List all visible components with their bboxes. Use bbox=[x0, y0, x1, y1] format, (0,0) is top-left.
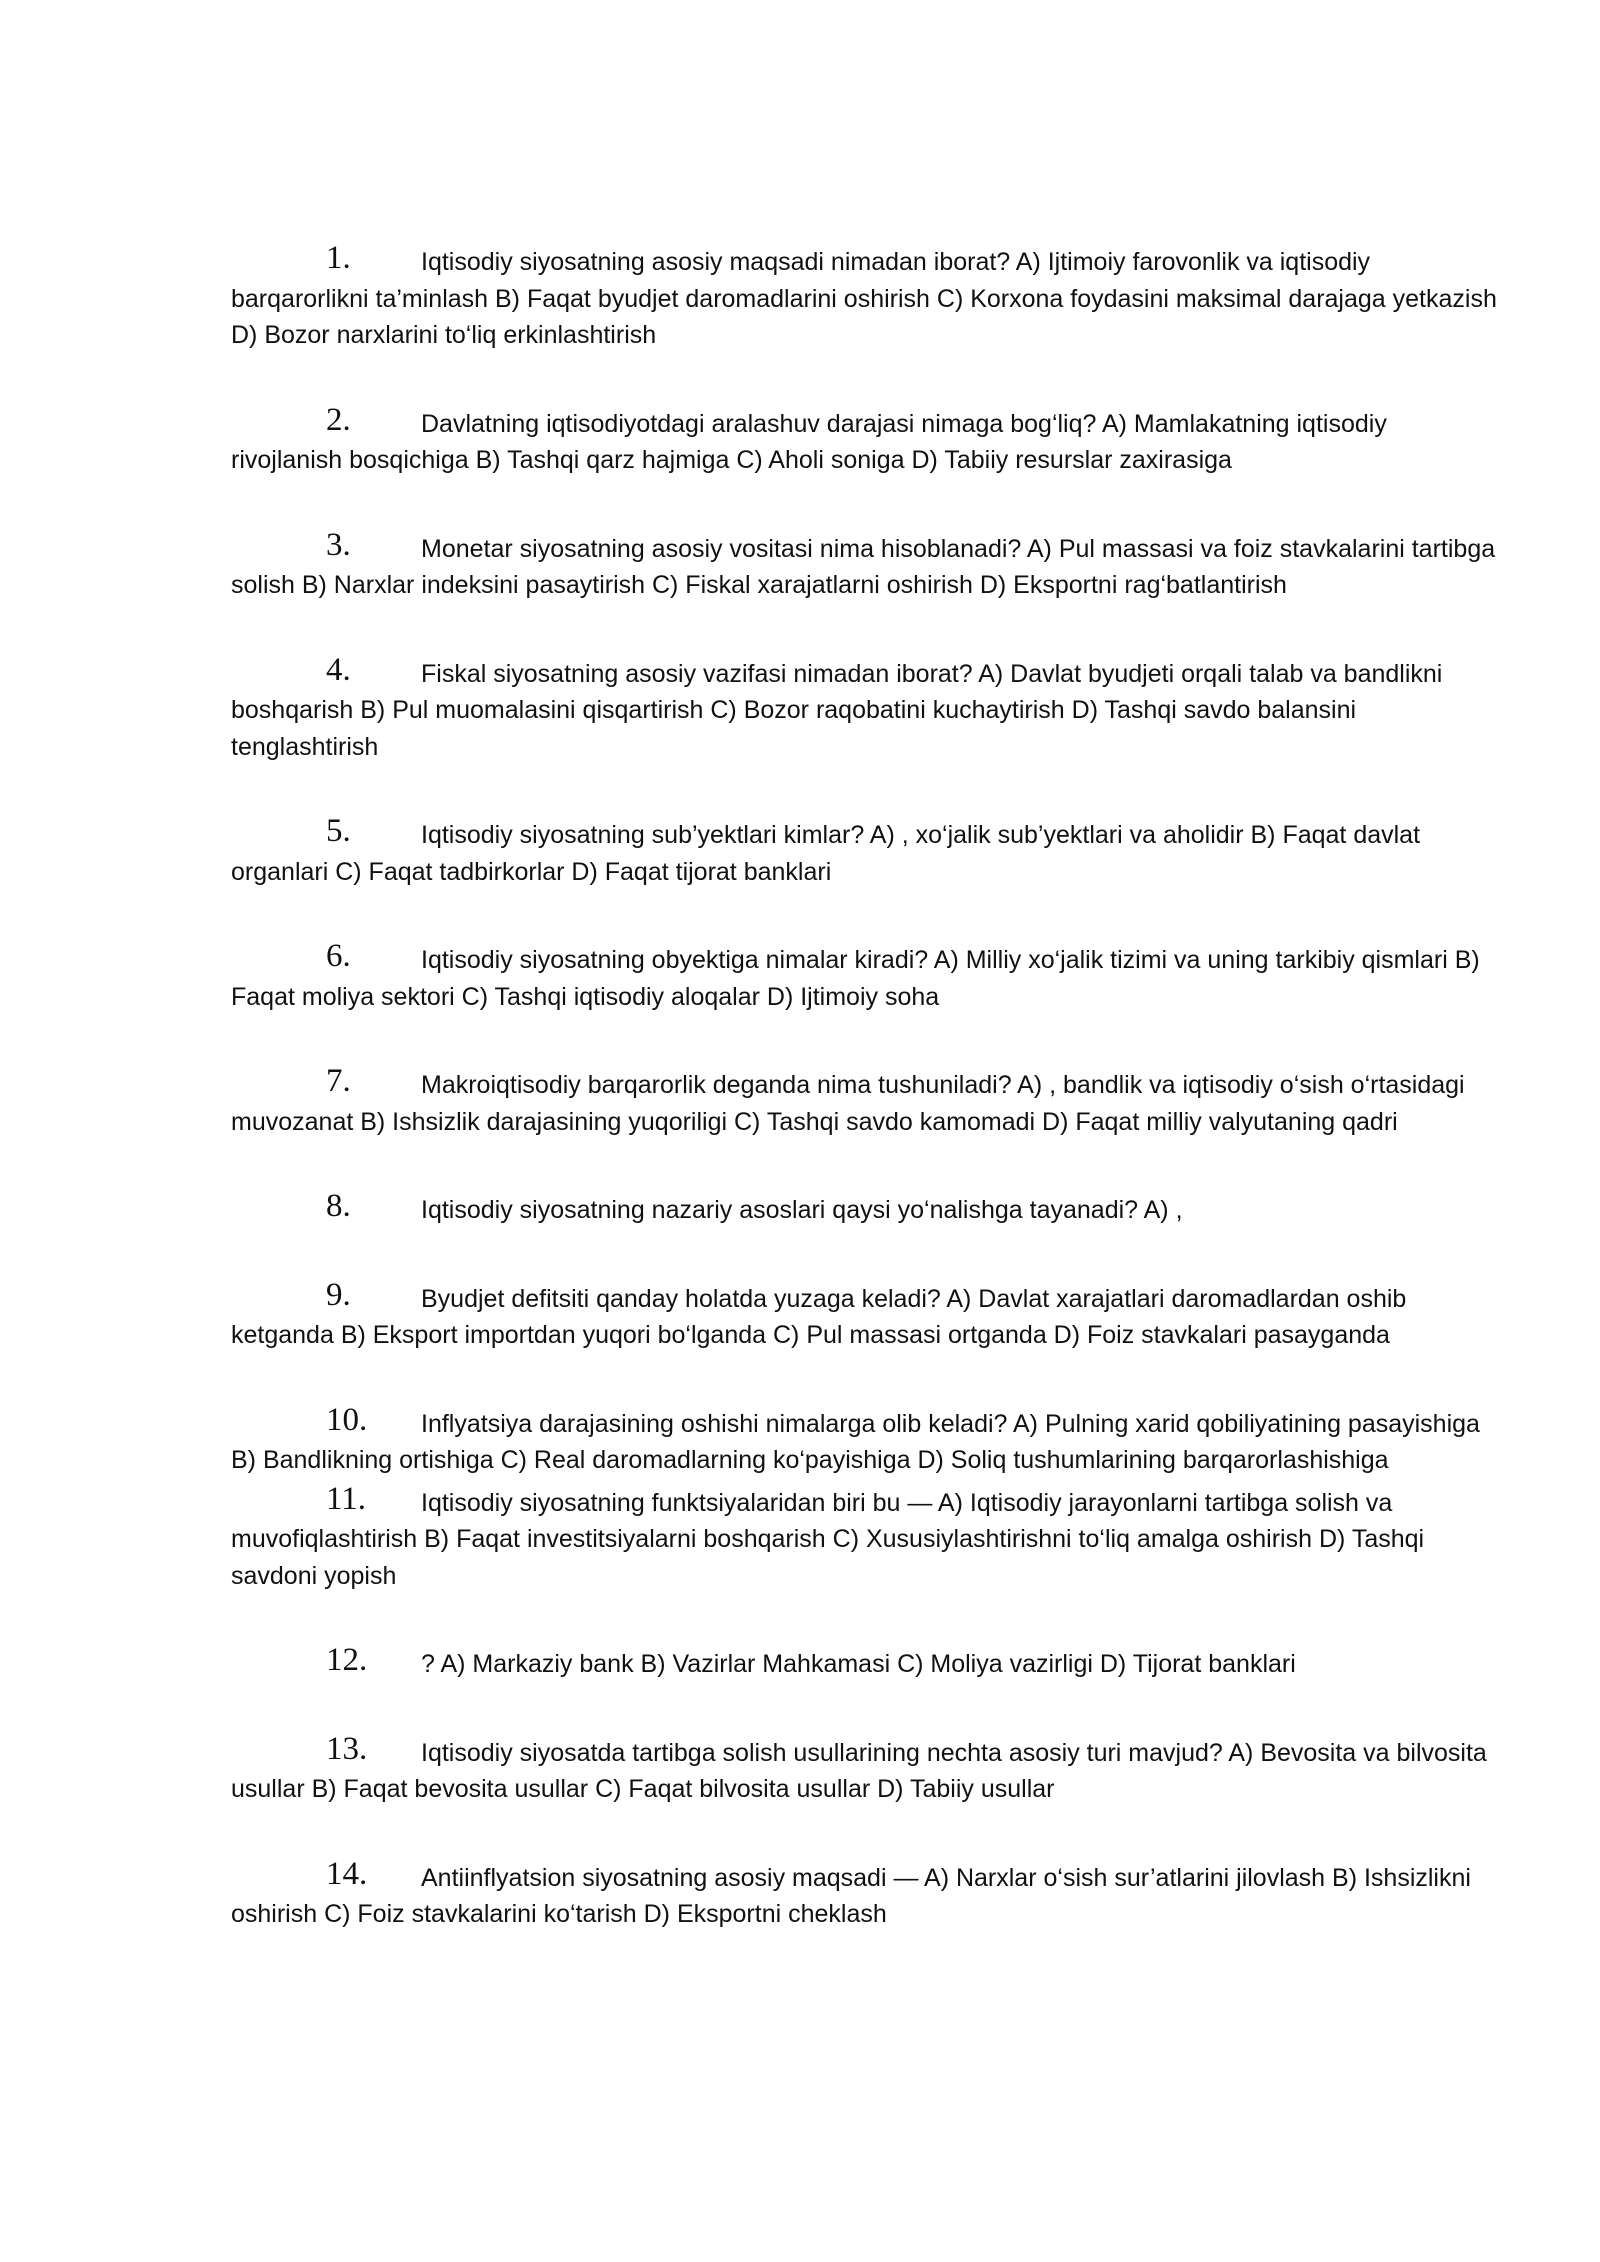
question-number: 5. bbox=[326, 813, 351, 849]
question-number: 7. bbox=[326, 1063, 351, 1099]
question-text: Iqtisodiy siyosatda tartibga solish usullarining nechta asosiy turi mavjud? A) Bevosita va bilvosita usullar B) Faqat bevosita usullar C) Faqat bilvosita usullar D) Tabiiy usullar bbox=[231, 1738, 1487, 1803]
question-item bbox=[231, 1188, 1501, 1229]
question-text: Iqtisodiy siyosatning asosiy maqsadi nimadan iborat? A) Ijtimoiy farovonlik va iqtisodiy barqarorlikni ta’minlash B) Faqat byudjet daromadlarini oshirish C) Korxona foydasini maksimal darajaga yetkazish D) Bozor narxlarini to‘liq erkinlashtirish bbox=[231, 248, 1497, 349]
question-number: 9. bbox=[326, 1276, 351, 1313]
question-item bbox=[231, 651, 1501, 766]
question-text: ? A) Markaziy bank B) Vazirlar Mahkamasi C) Moliya vazirligi D) Tijorat banklari bbox=[421, 1650, 1296, 1678]
question-text: Iqtisodiy siyosatning sub’yektlari kimlar? A) , xo‘jalik sub’yektlari va aholidir B) Faqat davlat organlari C) Faqat tadbirkorlar D) Faqat tijorat banklari bbox=[231, 821, 1421, 886]
question-text: Monetar siyosatning asosiy vositasi nima hisoblanadi? A) Pul massasi va foiz stavkalarini tartibga solish B) Narxlar indeksini pasaytirish C) Fiskal xarajatlarni oshirish D) Eksportni rag‘batlantirish bbox=[231, 534, 1496, 599]
question-item bbox=[231, 1480, 1501, 1595]
question-number: 10. bbox=[326, 1401, 368, 1438]
question-item bbox=[231, 240, 1501, 354]
question-number: 13. bbox=[326, 1730, 368, 1767]
question-text: Iqtisodiy siyosatning funktsiyalaridan biri bu — A) Iqtisodiy jarayonlarni tartibga solish va muvofiqlashtirish B) Faqat investitsiyalarni boshqarish C) Xususiylashtirishni to‘liq amalga oshirish D) Tashqi savdoni yopish bbox=[231, 1488, 1425, 1590]
question-text: Iqtisodiy siyosatning nazariy asoslari qaysi yo‘nalishga tayanadi? A) , bbox=[421, 1196, 1183, 1224]
question-text: Inflyatsiya darajasining oshishi nimalarga olib keladi? A) Pulning xarid qobiliyatining pasayishiga B) Bandlikning ortishiga C) Real daromadlarning ko‘payishiga D) Soliq tushumlarining barqarorlashishiga bbox=[231, 1409, 1480, 1474]
question-item bbox=[231, 1401, 1501, 1479]
question-item bbox=[231, 1063, 1501, 1140]
question-number: 4. bbox=[326, 651, 351, 688]
question-text: Davlatning iqtisodiyotdagi aralashuv darajasi nimaga bog‘liq? A) Mamlakatning iqtisodiy rivojlanish bosqichiga B) Tashqi qarz hajmiga C) Aholi soniga D) Tabiiy resurslar zaxirasiga bbox=[231, 409, 1387, 474]
question-number: 6. bbox=[326, 938, 351, 974]
question-number: 12. bbox=[326, 1642, 368, 1678]
question-number: 14. bbox=[326, 1855, 368, 1892]
question-item bbox=[231, 1276, 1501, 1354]
question-text: Fiskal siyosatning asosiy vazifasi nimadan iborat? A) Davlat byudjeti orqali talab va bandlikni boshqarish B) Pul muomalasini qisqartirish C) Bozor raqobatini kuchaytirish D) Tashqi savdo balansini tenglashtirish bbox=[231, 659, 1443, 761]
question-item bbox=[231, 1730, 1501, 1808]
question-item bbox=[231, 813, 1501, 890]
question-item bbox=[231, 938, 1501, 1015]
question-item bbox=[231, 1855, 1501, 1933]
question-item bbox=[231, 526, 1501, 604]
question-item bbox=[231, 401, 1501, 479]
question-number: 8. bbox=[326, 1188, 351, 1224]
question-list bbox=[231, 240, 1501, 1985]
question-number: 3. bbox=[326, 526, 351, 563]
question-text: Makroiqtisodiy barqarorlik deganda nima tushuniladi? A) , bandlik va iqtisodiy o‘sish o‘rtasidagi muvozanat B) Ishsizlik darajasining yuqoriligi C) Tashqi savdo kamomadi D) Faqat milliy valyutaning qadri bbox=[231, 1071, 1465, 1136]
question-number: 1. bbox=[326, 240, 351, 276]
question-text: Iqtisodiy siyosatning obyektiga nimalar kiradi? A) Milliy xo‘jalik tizimi va uning tarkibiy qismlari B) Faqat moliya sektori C) Tashqi iqtisodiy aloqalar D) Ijtimoiy soha bbox=[231, 946, 1480, 1011]
question-item bbox=[231, 1642, 1501, 1683]
question-text: Antiinflyatsion siyosatning asosiy maqsadi — A) Narxlar o‘sish sur’atlarini jilovlash B) Ishsizlikni oshirish C) Foiz stavkalarini ko‘tarish D) Eksportni cheklash bbox=[231, 1863, 1471, 1928]
question-number: 11. bbox=[326, 1480, 367, 1517]
question-text: Byudjet defitsiti qanday holatda yuzaga keladi? A) Davlat xarajatlari daromadlardan oshib ketganda B) Eksport importdan yuqori bo‘lganda C) Pul massasi ortganda D) Foiz stavkalari pasayganda bbox=[231, 1284, 1407, 1349]
question-number: 2. bbox=[326, 401, 351, 438]
